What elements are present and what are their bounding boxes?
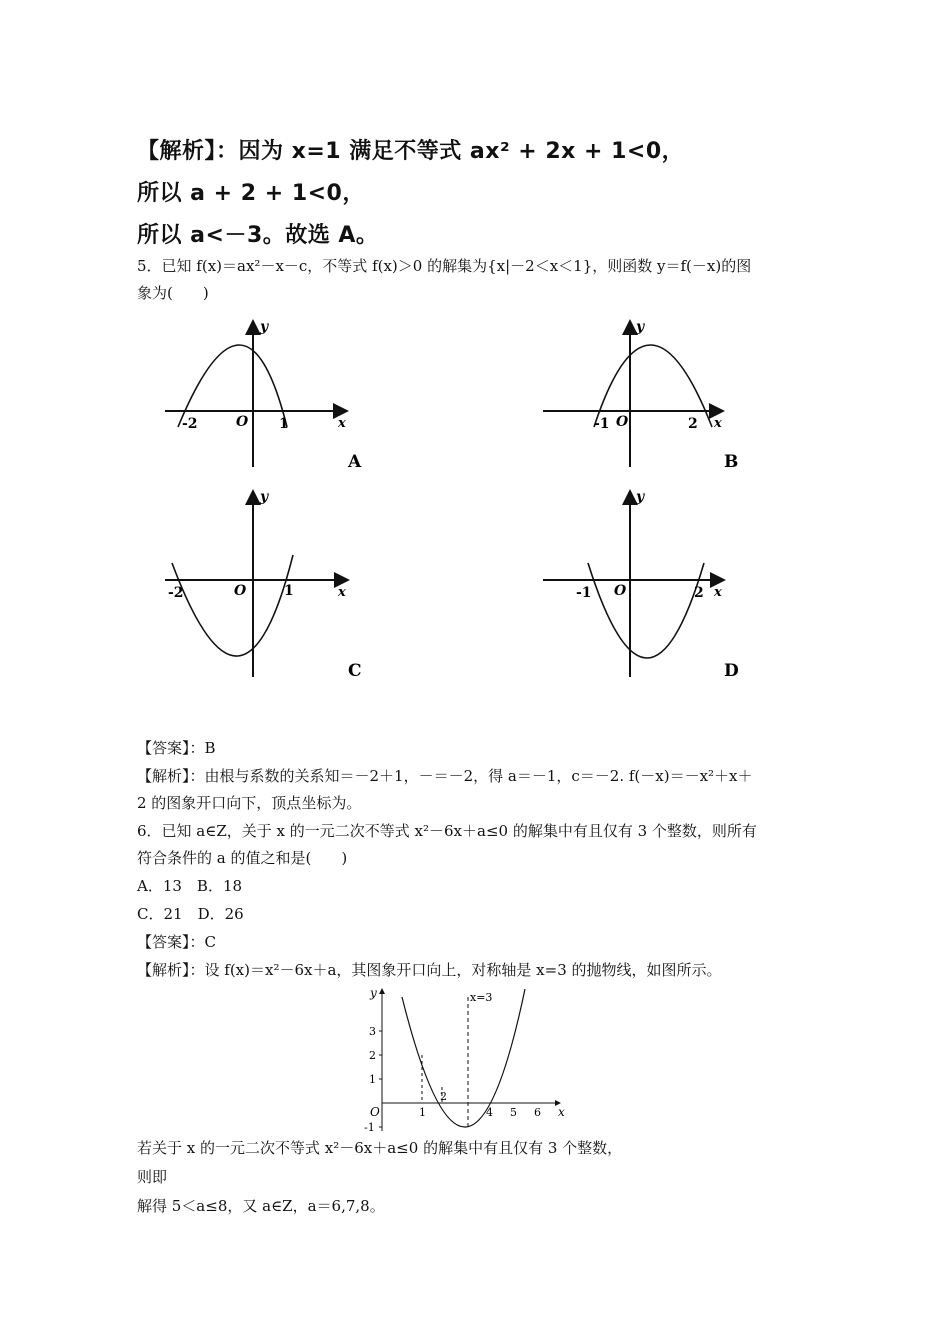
x-label: x [338, 416, 346, 431]
q5-analysis-line-2: 2 的图象开口向下，顶点坐标为。 [137, 794, 362, 812]
ytick: 1 [369, 1073, 376, 1086]
q6-answer: 【答案】：C [137, 933, 216, 951]
x-label: x [338, 585, 346, 600]
xtick: 1 [419, 1106, 426, 1119]
y-label: y [260, 319, 269, 335]
figure-a [160, 315, 380, 475]
q5-analysis-line-1: 【解析】：由根与系数的关系知＝－2＋1，－＝－2，得 a＝－1，c＝－2. f(－x)＝－x²＋x＋ [137, 767, 753, 785]
origin-label: O [370, 1105, 380, 1119]
x-label: x [714, 585, 722, 600]
y-label: y [260, 489, 269, 505]
option-letter: C [348, 661, 362, 681]
q6-options-cd: C．21 D．26 [137, 905, 244, 923]
mark-label: 2 [440, 1090, 447, 1103]
q6-options-ab: A．13 B．18 [137, 877, 243, 895]
figure-d [538, 485, 758, 685]
option-letter: B [724, 452, 739, 472]
tick-right: 2 [694, 585, 704, 601]
tick-left: -1 [576, 585, 592, 601]
ytick: 3 [369, 1025, 376, 1038]
tick-left: -2 [168, 585, 184, 601]
q6-stem-line-2: 符合条件的 a 的值之和是( ) [137, 849, 348, 867]
prev-solution-line-2: 所以 a + 2 + 1<0， [137, 181, 365, 206]
xtick: 5 [510, 1106, 517, 1119]
q5-stem-line-2: 象为( ) [137, 284, 209, 302]
option-letter: D [724, 661, 739, 681]
origin-label: O [234, 583, 247, 599]
q6-after-line-3: 解得 5＜a≤8，又 a∈Z，a＝6,7,8。 [137, 1197, 385, 1215]
y-label: y [370, 986, 377, 1000]
x-label: x [714, 416, 722, 431]
q5-answer: 【答案】：B [137, 739, 216, 757]
tick-left: -2 [182, 416, 198, 432]
origin-label: O [614, 583, 627, 599]
parabola [172, 555, 293, 656]
prev-solution-line-1: 【解析】：因为 x=1 满足不等式 ax² + 2x + 1<0， [137, 139, 685, 164]
origin-label: O [616, 414, 629, 430]
figure-b [538, 315, 758, 475]
parabola [178, 345, 287, 427]
q6-analysis: 【解析】：设 f(x)＝x²－6x＋a，其图象开口向上，对称轴是 x=3 的抛物线，如图所示。 [137, 961, 722, 979]
tick-right: 1 [279, 416, 289, 432]
ytick: -1 [364, 1121, 375, 1133]
symmetry-label: x=3 [470, 991, 493, 1004]
q5-stem-line-1: 5．已知 f(x)＝ax²－x－c，不等式 f(x)＞0 的解集为{x|－2＜x＜1}，则函数 y＝f(－x)的图 [137, 257, 752, 275]
prev-solution-line-3: 所以 a<－3。故选 A。 [137, 223, 379, 248]
xtick: 4 [486, 1106, 493, 1119]
tick-right: 1 [284, 583, 294, 599]
parabola [594, 345, 712, 427]
q6-parabola-graph [360, 983, 575, 1133]
tick-left: -1 [594, 416, 610, 432]
tick-right: 2 [688, 416, 698, 432]
xtick: 6 [534, 1106, 541, 1119]
y-label: y [636, 489, 645, 505]
figure-c [160, 485, 380, 685]
parabola [588, 563, 704, 658]
x-label: x [558, 1105, 565, 1119]
ytick: 2 [369, 1049, 376, 1062]
q6-after-line-2: 则即 [137, 1168, 168, 1186]
q6-stem-line-1: 6．已知 a∈Z，关于 x 的一元二次不等式 x²－6x＋a≤0 的解集中有且仅有 3 个整数，则所有 [137, 822, 757, 840]
option-letter: A [348, 452, 362, 472]
q6-after-line-1: 若关于 x 的一元二次不等式 x²－6x＋a≤0 的解集中有且仅有 3 个整数， [137, 1139, 623, 1157]
origin-label: O [236, 414, 249, 430]
y-label: y [636, 319, 645, 335]
